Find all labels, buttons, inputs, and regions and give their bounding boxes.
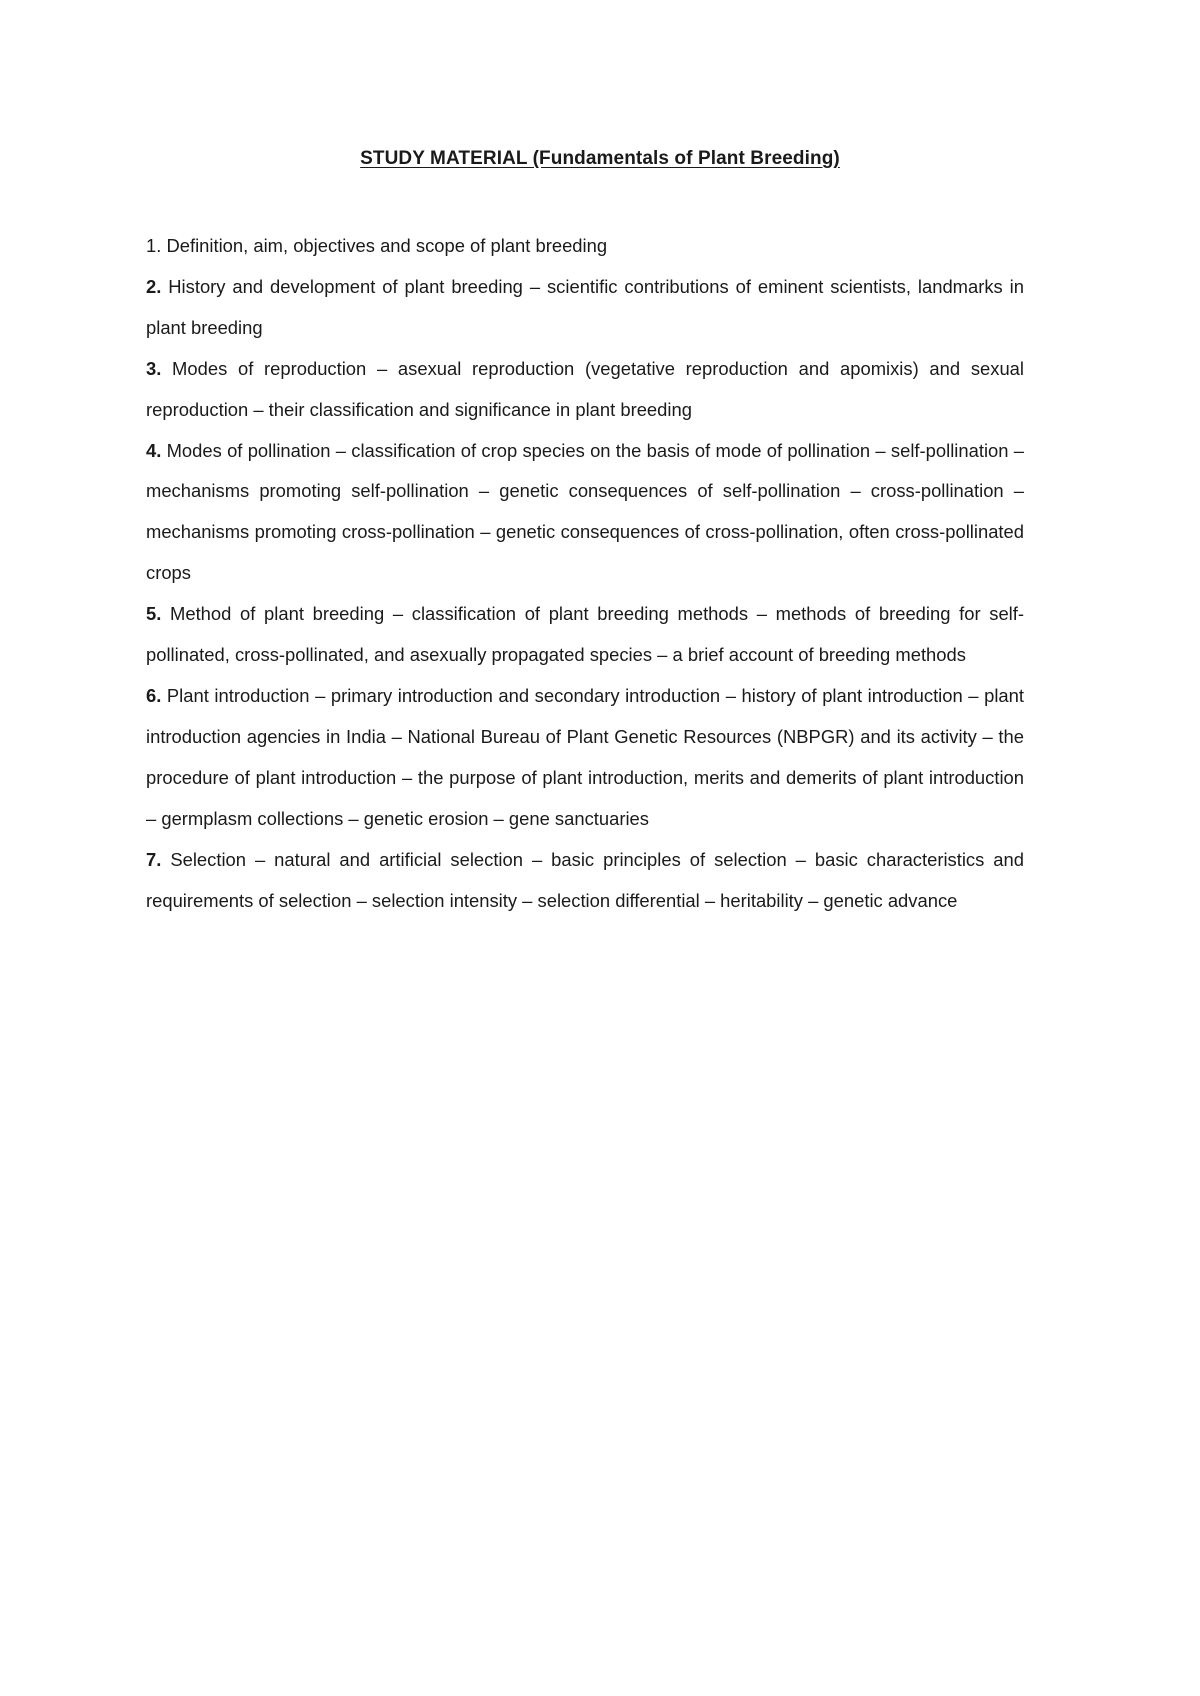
topic-number: 5. <box>146 603 162 625</box>
topic-number: 6. <box>146 684 162 706</box>
topic-text: Selection – natural and artificial selection – basic principles of selection – basic characteristics and requirements of selection – selection intensity – selection differential – heritability – genetic advance <box>146 848 1024 911</box>
topic-text: Plant introduction – primary introduction and secondary introduction – history of plant introduction – plant introduction agencies in India – National Bureau of Plant Genetic Resources (NBPGR) and its activity – the procedure of plant introduction – the purpose of plant introduction, merits and demerits of plant introduction – germplasm collections – genetic erosion – gene sanctuaries <box>146 684 1024 829</box>
topic-item <box>146 226 1024 267</box>
topic-number: 1. <box>146 235 162 256</box>
topic-number: 4. <box>146 439 162 461</box>
document-title: STUDY MATERIAL (Fundamentals of Plant Breeding) <box>360 148 840 169</box>
topic-item <box>146 840 1024 922</box>
topic-item <box>146 676 1024 840</box>
topic-item <box>146 594 1024 676</box>
topic-text: History and development of plant breeding – scientific contributions of eminent scientists, landmarks in plant breeding <box>146 275 1024 338</box>
topic-item <box>146 431 1024 595</box>
topic-list <box>146 226 1024 921</box>
topic-text: Method of plant breeding – classification of plant breeding methods – methods of breeding for self-pollinated, cross-pollinated, and asexually propagated species – a brief account of breeding methods <box>146 603 1024 666</box>
topic-number: 3. <box>146 357 162 379</box>
topic-number: 7. <box>146 848 162 870</box>
topic-item <box>146 267 1024 349</box>
topic-text: Definition, aim, objectives and scope of plant breeding <box>161 235 608 256</box>
topic-text: Modes of pollination – classification of crop species on the basis of mode of pollination – self-pollination – mechanisms promoting self-pollination – genetic consequences of self-pollination – cross-pollination – mechanisms promoting cross-pollination – genetic consequences of cross-pollination, often cross-pollinated crops <box>146 439 1024 584</box>
topic-number: 2. <box>146 275 162 297</box>
topic-item <box>146 349 1024 431</box>
topic-text: Modes of reproduction – asexual reproduction (vegetative reproduction and apomixis) and sexual reproduction – their classification and significance in plant breeding <box>146 357 1024 420</box>
